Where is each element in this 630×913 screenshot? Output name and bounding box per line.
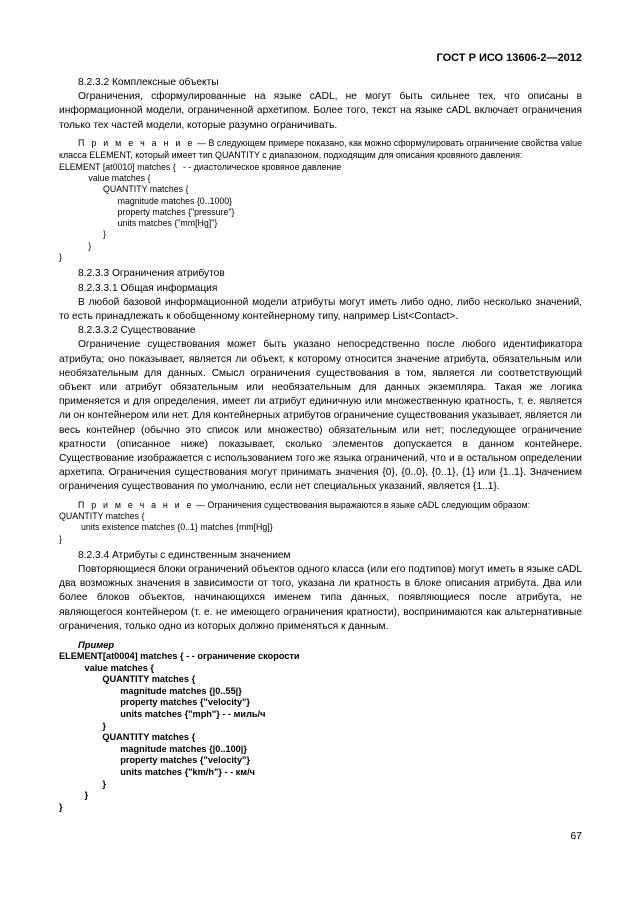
code-line: } [59,778,106,789]
note-blood-pressure [59,137,582,162]
note-text: — В следующем примере показано, как можно сформулировать ограничение свойства value класса ELEMENT, который имеет тип QUANTITY с диапазоном, подходящим для описания кровяного давления: [59,137,583,161]
code-line: } [59,801,63,812]
section-heading-8-2-3-3-2: 8.2.3.3.2 Существование [78,325,196,337]
section-heading-8-2-3-4: 8.2.3.4 Атрибуты с единственным значением [78,549,291,561]
code-line: } [59,790,89,801]
section-heading-8-2-3-3-1: 8.2.3.3.1 Общая информация [78,282,218,294]
code-line: units matches {"mm[Hg]"} [59,218,218,229]
code-line: } [59,720,106,731]
code-line: value matches { [59,172,151,183]
example-label: Пример [78,639,115,651]
standard-header: ГОСТ Р ИСО 13606-2—2012 [436,52,582,64]
code-line: magnitude matches {|0..55|} [59,685,242,696]
code-line: QUANTITY matches { [59,732,196,743]
code-line: property matches {"pressure"} [59,206,235,217]
code-block-velocity [59,651,582,813]
code-line: units matches {"km/h"} - - км/ч [59,767,255,777]
note-label: П р и м е ч а н и е [78,499,194,510]
note-label: П р и м е ч а н и е [78,137,195,148]
paragraph-existence: Ограничение существования может быть указано непосредственно после любого идентификатора атрибута; оно показывает, является ли объект, к которому относится значение атрибута, обязательным или необязательным для данных. Смысл ограничения существования в том, является ли соответствующий объект или атрибут обязательным или необязательным для данных экземпляра. Такая же логика применяется и для определения, имеет ли атрибут единичную или множественную кратность, т. е. является ли он контейнером или нет. Для контейнерных атрибутов ограничение существования указывает, является ли весь контейнер (обычно это список или множество) обязательным или нет; последующее ограничение кратности (описанное ниже) показывает, сколько элементов допускается в данном контейнере. Существование изображается с использованием того же языка ограничений, что и в остальном определении архетипа. Ограничения существования могут принимать значения {0}, {0..0}, {0..1}, {1} или {1..1}. Значением ограничения существования по умолчанию, если нет специальных указаний, является {1..1}. [59,339,582,493]
code-line: } [59,252,62,262]
page-content [59,76,582,813]
code-line: units existence matches {0..1} matches {mm[Hg]} [59,522,273,533]
note-text: — Ограничения существования выражаются в языке cADL следующим образом: [193,499,531,510]
paragraph-single-valued: Повторяющиеся блоки ограничений объектов одного класса (или его подтипов) могут иметь в языке cADL два возможных значения в зависимости от того, указана ли кратность в блоке описания атрибута. Два или более блоков объектов, начинающихся именем типа данных, появляющиеся после атрибута, не являющегося контейнером (т. е. не имеющего ограничения кратности), воспринимаются как альтернативные ограничения, только одно из которых должно применяться к данным. [59,564,582,632]
code-line: ELEMENT [at0010] matches { - - диастолическое кровяное давление [59,161,342,172]
code-block-existence [59,511,582,545]
code-line: QUANTITY matches { [59,674,196,685]
code-line: } [59,240,92,251]
code-line: property matches {"velocity"} [59,697,250,708]
code-line: units matches {"mph"} - - миль/ч [59,709,266,720]
code-line: magnitude matches {|0..100|} [59,743,247,754]
code-line: } [59,533,62,544]
code-line: } [59,229,106,240]
page-number: 67 [570,830,582,842]
code-line: value matches { [59,662,154,673]
code-line: QUANTITY matches { [59,510,145,521]
section-heading-8-2-3-3: 8.2.3.3 Ограничения атрибутов [78,268,225,280]
code-line: QUANTITY matches { [59,184,189,195]
paragraph-general-info: В любой базовой информационной модели атрибуты могут иметь либо одно, либо несколько значений, то есть принадлежать к обобщенному контейнерному типу, например List<Contact>. [59,296,582,322]
code-line: ELEMENT[at0004] matches { - - ограничение скорости [59,651,300,662]
note-existence [59,499,582,511]
code-line: property matches {"velocity"} [59,755,250,766]
section-heading-8-2-3-2: 8.2.3.2 Комплексные объекты [78,77,219,88]
code-line: magnitude matches {0..1000} [59,195,233,206]
paragraph-complex-objects: Ограничения, сформулированные на языке cADL, не могут быть сильнее тех, что описаны в информационной модели, ограниченной архетипом. Более того, текст на языке cADL включает ограничения только тех частей модели, которые разумно ограничивать. [59,91,582,131]
code-block-blood-pressure [59,162,582,264]
